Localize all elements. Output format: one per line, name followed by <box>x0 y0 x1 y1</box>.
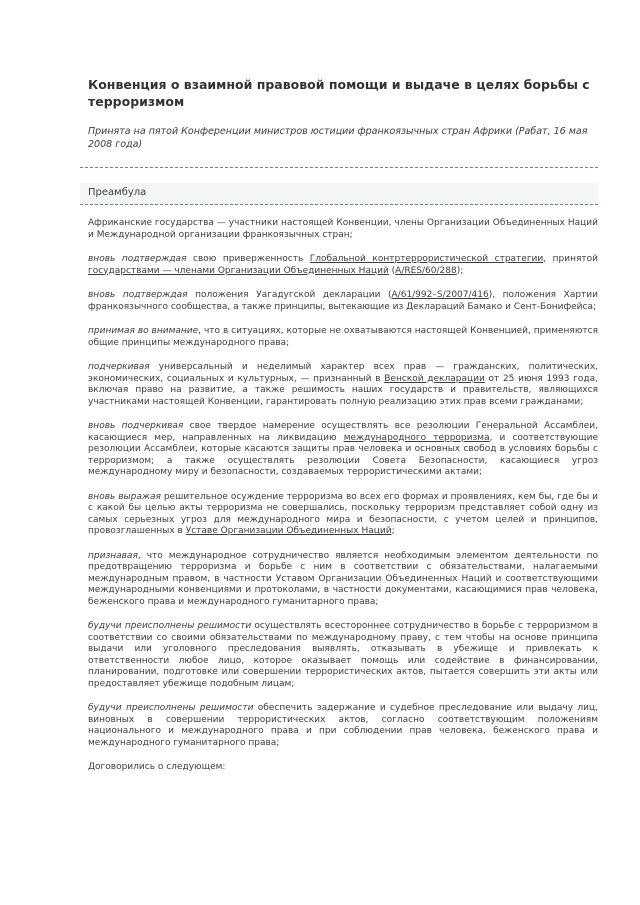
paragraph <box>88 218 598 241</box>
paragraph-lead-in: вновь подтверждая <box>88 254 187 264</box>
paragraph-text: осуществлять всестороннее сотрудничество в борьбе с терроризмом в соответствии со своими обязательствами по международному праву, с тем чтобы на основе принципа выдачи или уголовного преследования выявлять, отказывать в убежище и привлекать к ответственности любое лицо, которое оказывает помощь или содействие в финансировании, планировании, подготовке или совершении террористических актов, пытается совершить эти акты или предоставляет убежище подобным лицам; <box>88 621 598 689</box>
reference-link[interactable]: Глобальной контртеррористической стратегии <box>309 254 544 264</box>
paragraph-lead-in: вновь выражая <box>88 491 161 502</box>
reference-link[interactable]: государствами — членами Организации Объединенных Наций <box>88 265 389 276</box>
paragraph-text: Африканские государства — участники настоящей Конвенции, члены Организации Объединенных Наций и Международной организации франкоязычных стран; <box>88 218 598 240</box>
paragraph <box>88 254 598 277</box>
paragraph-text: свое твердое намерение осуществлять все резолюции Генеральной Ассамблеи, касающиеся мер, направленных на ликвидацию <box>88 421 598 443</box>
paragraph <box>88 362 598 408</box>
paragraph-lead-in: вновь подчеркивая <box>88 421 184 431</box>
document-subtitle: Принята на пятой Конференции министров юстиции франкоязычных стран Африки (Рабат, 16 мая 2008 года) <box>88 126 588 150</box>
paragraph <box>88 762 598 774</box>
paragraph-text: обеспечить задержание и судебное преследование или выдачу лиц, виновных в совершении террористических актов, согласно соответствующим положениям национального и международного права и при соблюдении прав человека, беженского права и международного гуманитарного права; <box>88 703 598 748</box>
separator-line <box>80 167 598 168</box>
paragraph-lead-in: признавая <box>88 550 138 561</box>
reference-link[interactable]: Венской декларации <box>384 373 485 384</box>
paragraph <box>88 290 598 313</box>
paragraph <box>88 326 598 349</box>
paragraph-lead-in: будучи преисполнены решимости <box>88 621 252 631</box>
paragraph-lead-in: вновь подтверждая <box>88 290 188 300</box>
paragraph <box>88 492 598 538</box>
paragraph-text: ; <box>391 526 395 536</box>
paragraph-text: , что в ситуациях, которые не охватываются настоящей Конвенцией, применяются общие принципы международного права; <box>88 326 598 348</box>
paragraph-lead-in: подчеркивая <box>88 362 150 372</box>
paragraph-text: Договорились о следующем: <box>88 762 226 772</box>
paragraph-text: ( <box>388 265 396 276</box>
paragraph <box>88 421 598 479</box>
paragraph <box>88 551 598 609</box>
reference-link[interactable]: международного терроризма <box>343 432 490 443</box>
document-title: Конвенция о взаимной правовой помощи и выдаче в целях борьбы с терроризмом <box>88 77 590 109</box>
reference-link[interactable]: A/RES/60/288 <box>395 265 457 276</box>
paragraph-text: , что международное сотрудничество является необходимым элементом деятельности по предотвращению терроризма и борьбе с ним в соответствии с обязательствами, налагаемыми международным правом, в частности Уставом Организации Объединенных Наций и соответствующими международными конвенциями и протоколами, в частности документами, касающимися прав человека, беженского права и международного гуманитарного права; <box>88 550 598 607</box>
reference-link[interactable]: Уставе Организации Объединенных Наций <box>185 526 392 536</box>
paragraph-text: решительное осуждение терроризма во всех его формах и проявлениях, кем бы, где бы и с какой бы целью акты терроризма не совершались, поскольку терроризм представляет собой одну из самых серьезных угроз для международного мира и безопасности, с учетом целей и принципов, провозглашенных в <box>88 491 598 536</box>
paragraph <box>88 703 598 749</box>
paragraph-text: свою приверженность <box>186 254 310 264</box>
paragraph-text: универсальный и неделимый характер всех прав — гражданских, политических, экономических, социальных и культурных, — признанный в <box>88 362 598 384</box>
paragraph-text: ), положения Хартии франкоязычного сообщества, а также принципы, вытекающие из Деклараций Бамако и Сент-Бонифейса; <box>88 290 598 312</box>
paragraph-text: ); <box>456 265 464 276</box>
paragraph-lead-in: будучи преисполнены решимости <box>88 703 254 713</box>
paragraph-text: положения Уагадугской декларации ( <box>187 290 392 300</box>
section-header-preamble: Преамбула <box>80 183 598 205</box>
paragraph-text: от 25 июня 1993 года, включая право на развитие, а также решимость наших государств и правительств, являющихся участниками настоящей Конвенции, гарантировать полную реализацию этих прав всеми гражданами; <box>88 373 598 407</box>
paragraph-text: , принятой <box>543 254 598 264</box>
paragraph-lead-in: принимая во внимание <box>88 326 199 336</box>
paragraph-text: , и соответствующие резолюции Ассамблеи, которые касаются защиты прав человека и основных свобод в условиях борьбы с терроризмом; а также осуществлять резолюции Совета Безопасности, касающиеся угроз международному миру и безопасности, создаваемых террористическими актами; <box>88 432 598 477</box>
preamble-paragraphs <box>88 218 598 774</box>
reference-link[interactable]: A/61/992–S/2007/416 <box>391 290 489 300</box>
paragraph <box>88 621 598 690</box>
